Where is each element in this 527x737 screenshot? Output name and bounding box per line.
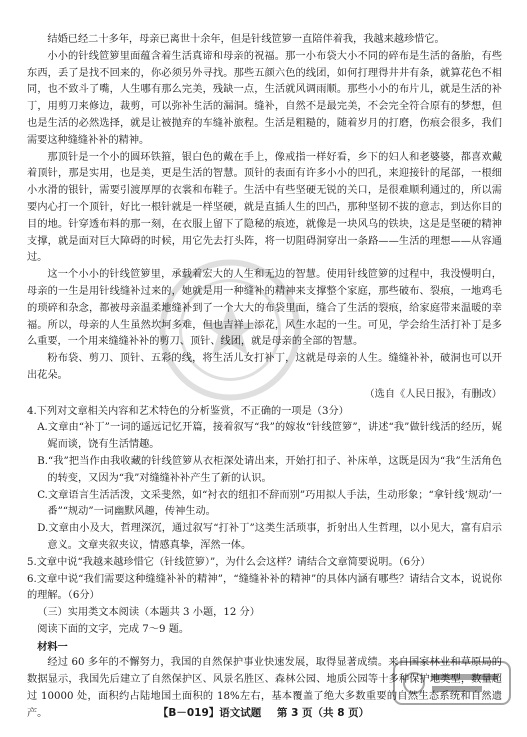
- passage-paragraph-5: 粉布袋、剪刀、顶针、五彩的线，将生活儿女打补丁，这就是母亲的人生。缝缝补补，破洞也可以开出花朵。: [27, 353, 502, 381]
- section-3-heading: （三）实用类文本阅读（本题共 3 小题，12 分）: [37, 607, 260, 619]
- page-footer: [0, 705, 527, 720]
- question-4-option-c: C.文章语言生活活泼，文采斐然，如“衬衣的纽扣不辞而别”巧用拟人手法，生动形象；“拿针线‘规动’一番”“规动”一词幽默风趣，传神生动。: [37, 489, 502, 518]
- site-logo-watermark-icon: [392, 658, 512, 708]
- passage-paragraph-2: 小小的针线笸箩里面蕴含着生活真谛和母亲的祝福。那一小布袋大小不同的碎布是生活的备胎，有些东西，丢了是找不回来的，你必须另外寻找。那些五颜六色的线团，如何打理得井井有条，就算花色不相同，也不致斗了嘴，人生哪有那么完美，残缺一点，生活就风调雨顺。那些小小的布片儿，就是生活的补丁，用剪刀来修边，裁剪，可以弥补生活的漏洞。缝补，自然不是最完美，不会完全符合原有的梦想，但也是生活的必然选择，就是让被抛弃的车缝补旅程。生活是粗糙的，随着岁月的打磨，伤痕会很多，我们需要这种缝缝补补的精神。: [27, 50, 502, 146]
- question-5: 5.文章中说“我越来越珍惜它（针线笸箩）”，为什么会这样？请结合文章简要说明。（6分）: [27, 556, 431, 568]
- question-4-option-d: D.文章由小及大，哲理深沉，通过叙写“打补丁”这类生活琐事，折射出人生哲理，以小见大，富有启示意义。文章夹叙夹议，情感真挚，浑然一体。: [37, 523, 502, 551]
- footer-page-number: 第 3 页（共 8 页）: [276, 707, 370, 719]
- question-4: 4.下列对文章相关内容和艺术特色的分析鉴赏，不正确的一项是（3分）: [27, 405, 349, 417]
- passage-paragraph-1: 结婚已经二十多年，母亲已离世十余年，但是针线笸箩一直陪伴着我，我越来越珍惜它。: [47, 34, 445, 45]
- passage-paragraph-3: 那顶针是一个小的圆环铁箍，银白色的戴在手上，像戒指一样好看，乡下的妇人和老婆婆，都喜欢戴着顶针，那是实用，也是美，更是生活的智慧。顶针的表面有许多小小的凹孔，来迎接针的尾部，一根细小水滑的银针，需要引渡厚厚的衣裳和布鞋子。生活中有些坚硬无锐的关口，是很难顺利通过的，所以需要内心打一个顶针，好比一根针就是一样坚硬，就是直插人生的凹凸，那种坚韧不拔的意志，到达你目的目的地。针穿透布料的那一刻，在衣服上留下了隐秘的痕迹，就像是一块风乌的铁块，这是是坚硬的精神支撑，就是面对巨大障碍的时候，用它先去打头阵，将一切阻碍洞穿出一条路——生活的理想——从容通过。: [27, 151, 502, 264]
- question-4-option-b: B.“我”把当作由我收藏的针线笸箩从衣柜深处请出来，开始打扣子、补床单，这既是因为“我”生活角色的转变，又因为“我”对缝缝补补产生了新的认识。: [37, 455, 502, 484]
- passage-paragraph-4: 这一个小小的针线笸箩里，承载着宏大的人生和无边的智慧。使用针线笸箩的过程中，我没慢明白，母亲的一生是用针线缝补过来的，她就是用一种缝补的精神来支撑整个家庭，那些破布、裂痕，一地鸡毛的琐碎和杂念，都被母亲温柔地缝补到了一个大大的布袋里面，缝合了生活的裂痕，给家庭带来温暖的幸福。所以，母亲的人生虽然坎坷多难，但也吉祥上添花，风生水起的一生。可见，学会给生活打补丁是多么重要，一个用来缝缝补补的剪刀、顶针、线团，就是母亲的全部的智慧。: [27, 269, 502, 348]
- passage-source: （选自《人民日报》，有删改）: [364, 388, 502, 400]
- question-6: 6.文章中说“我们需要这种缝缝补补的精神”，“缝缝补补的精神”的具体内涵有哪些？请结合文本，说说你的理解。（6分）: [27, 573, 502, 602]
- material-1-title: 材料一: [37, 640, 68, 653]
- seal-watermark-icon: [155, 255, 305, 405]
- section-3-instruction: 阅读下面的文字，完成 7～9 题。: [37, 623, 190, 635]
- footer-exam-code: 【B－019】语文试题: [157, 707, 262, 719]
- question-4-option-a: A.文章由“补丁”一词的遥远记忆开篇，接着叙写“我”的嫁妆“针线笸箩”，讲述“我”做针线活的经历，娓娓而谈，饶有生活情趣。: [37, 422, 502, 451]
- material-1-text: 经过 60 多年的不懈努力，我国的自然保护事业快速发展，取得显著成绩。来自国家林业和草原局的数据显示，我国先后建立了自然保护区、风景名胜区、森林公园、地质公园等十多种保护地类型，数量超过 10000 处，面积约占陆地国土面积的 18%左右，基本覆盖了绝大多数重要的自然生态系统和自然遗产。: [27, 657, 502, 719]
